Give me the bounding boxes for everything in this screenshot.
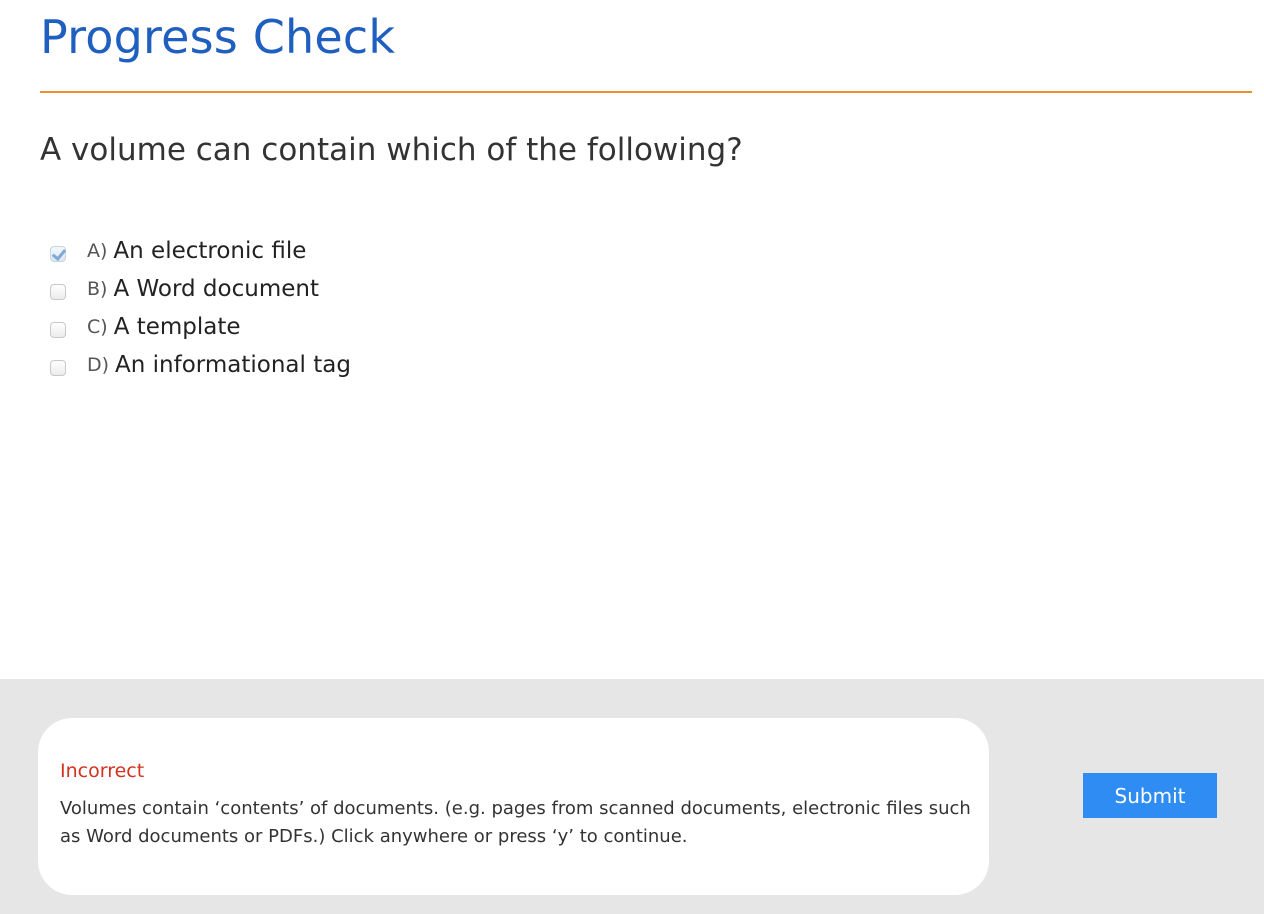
option-d-label: An informational tag <box>115 352 351 378</box>
question-text: A volume can contain which of the following? <box>40 132 743 168</box>
option-d[interactable] <box>50 346 351 384</box>
option-a-label: An electronic file <box>113 238 307 264</box>
feedback-status: Incorrect <box>60 760 145 782</box>
option-b[interactable] <box>50 270 351 308</box>
page-title: Progress Check <box>40 10 396 64</box>
option-b-checkbox[interactable] <box>50 284 66 300</box>
option-b-letter: B) <box>87 278 108 300</box>
option-a-checkbox[interactable] <box>50 246 66 262</box>
feedback-message: Volumes contain ‘contents’ of documents. (e.g. pages from scanned documents, electronic files such as Word documents or PDFs.) Click anywhere or press ‘y’ to continue. <box>60 798 971 847</box>
option-a-letter: A) <box>87 240 108 262</box>
option-c-checkbox[interactable] <box>50 322 66 338</box>
option-c[interactable] <box>50 308 351 346</box>
option-c-label: A template <box>113 314 241 340</box>
submit-button[interactable]: Submit <box>1083 773 1217 818</box>
option-d-checkbox[interactable] <box>50 360 66 376</box>
option-b-label: A Word document <box>113 276 319 302</box>
option-a[interactable] <box>50 232 351 270</box>
option-c-letter: C) <box>87 316 108 338</box>
option-d-letter: D) <box>87 354 110 376</box>
answer-options <box>50 232 351 384</box>
title-divider <box>40 91 1252 93</box>
feedback-box[interactable] <box>38 718 989 895</box>
footer-panel <box>0 679 1264 914</box>
